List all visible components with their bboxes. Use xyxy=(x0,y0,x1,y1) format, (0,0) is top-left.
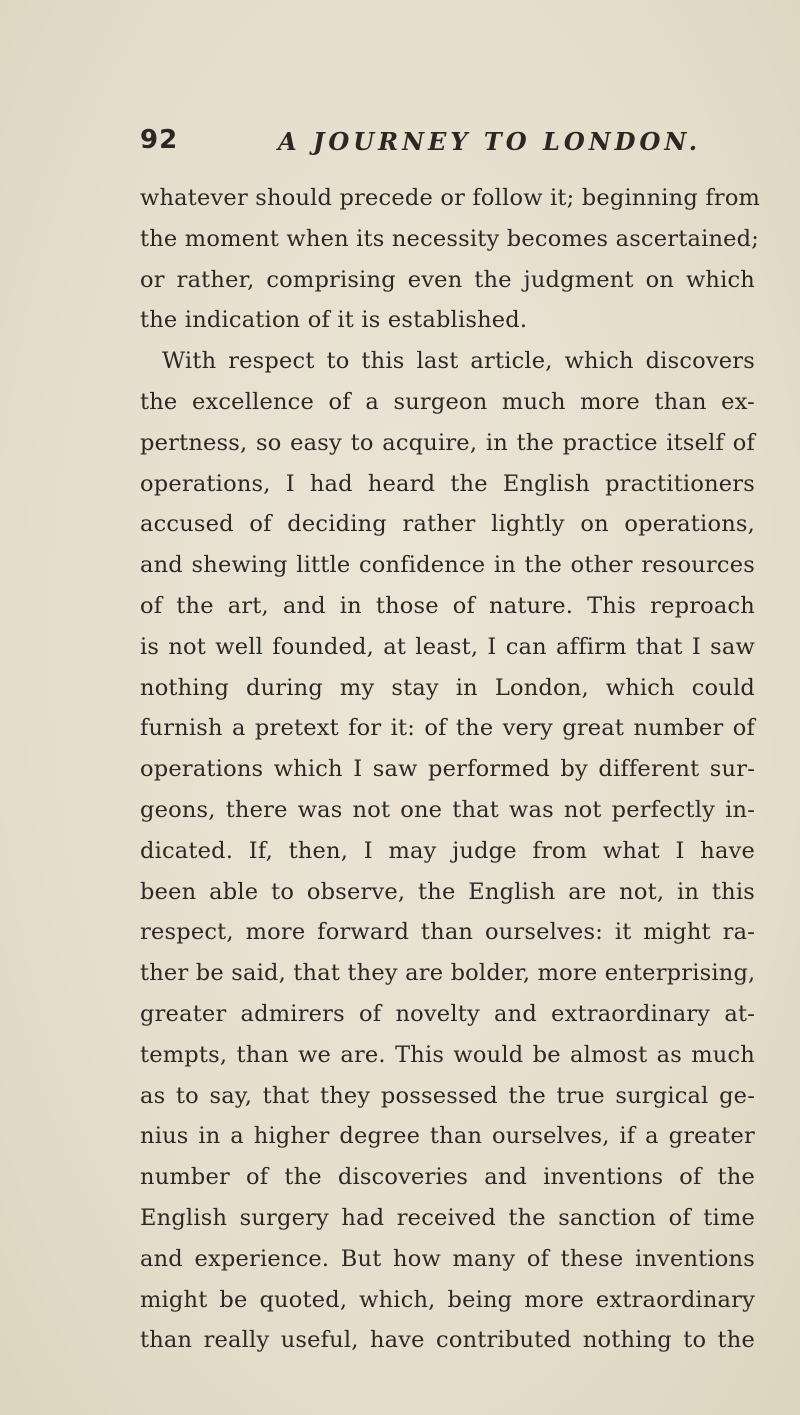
text-line: accused of deciding rather lightly on operations, xyxy=(140,511,755,538)
body-text xyxy=(140,178,761,1361)
text-line: nius in a higher degree than ourselves, if a greater xyxy=(140,1123,755,1150)
page-number: 92 xyxy=(140,125,179,155)
text-line: furnish a pretext for it: of the very great number of xyxy=(140,715,755,742)
text-line: and shewing little confidence in the other resources xyxy=(140,552,755,579)
text-line: and experience. But how many of these inventions xyxy=(140,1245,755,1272)
page-header xyxy=(0,125,800,175)
text-line: whatever should precede or follow it; beginning from xyxy=(140,185,761,211)
text-line: pertness, so easy to acquire, in the practice itself of xyxy=(140,429,755,456)
text-line: tempts, than we are. This would be almost as much xyxy=(140,1041,755,1068)
text-line: might be quoted, which, being more extraordinary xyxy=(140,1286,755,1313)
text-line: is not well founded, at least, I can affirm that I saw xyxy=(140,633,755,660)
text-line: the excellence of a surgeon much more than ex- xyxy=(140,388,755,415)
text-line: operations which I saw performed by different sur- xyxy=(140,756,755,783)
text-line: operations, I had heard the English practitioners xyxy=(140,470,755,497)
text-line: geons, there was not one that was not perfectly in- xyxy=(140,796,755,823)
text-line: or rather, comprising even the judgment on which xyxy=(140,266,755,293)
text-line: as to say, that they possessed the true surgical ge- xyxy=(140,1082,755,1109)
text-line: of the art, and in those of nature. This reproach xyxy=(140,592,755,619)
paragraph-first-line: With respect to this last article, which discovers xyxy=(162,348,755,375)
text-line: respect, more forward than ourselves: it might ra- xyxy=(140,919,755,946)
text-line: English surgery had received the sanction of time xyxy=(140,1204,755,1231)
text-line: the indication of it is established. xyxy=(140,307,528,334)
text-line: greater admirers of novelty and extraordinary at- xyxy=(140,1000,755,1027)
text-line: nothing during my stay in London, which could xyxy=(140,674,755,701)
text-line: ther be said, that they are bolder, more enterprising, xyxy=(140,960,756,987)
text-line: dicated. If, then, I may judge from what I have xyxy=(140,837,755,864)
text-line: been able to observe, the English are not, in this xyxy=(140,878,755,905)
text-line: the moment when its necessity becomes ascertained; xyxy=(140,225,760,252)
running-head: A JOURNEY TO LONDON. xyxy=(278,127,702,156)
text-line: than really useful, have contributed nothing to the xyxy=(140,1327,755,1354)
text-line: number of the discoveries and inventions of the xyxy=(140,1164,755,1191)
